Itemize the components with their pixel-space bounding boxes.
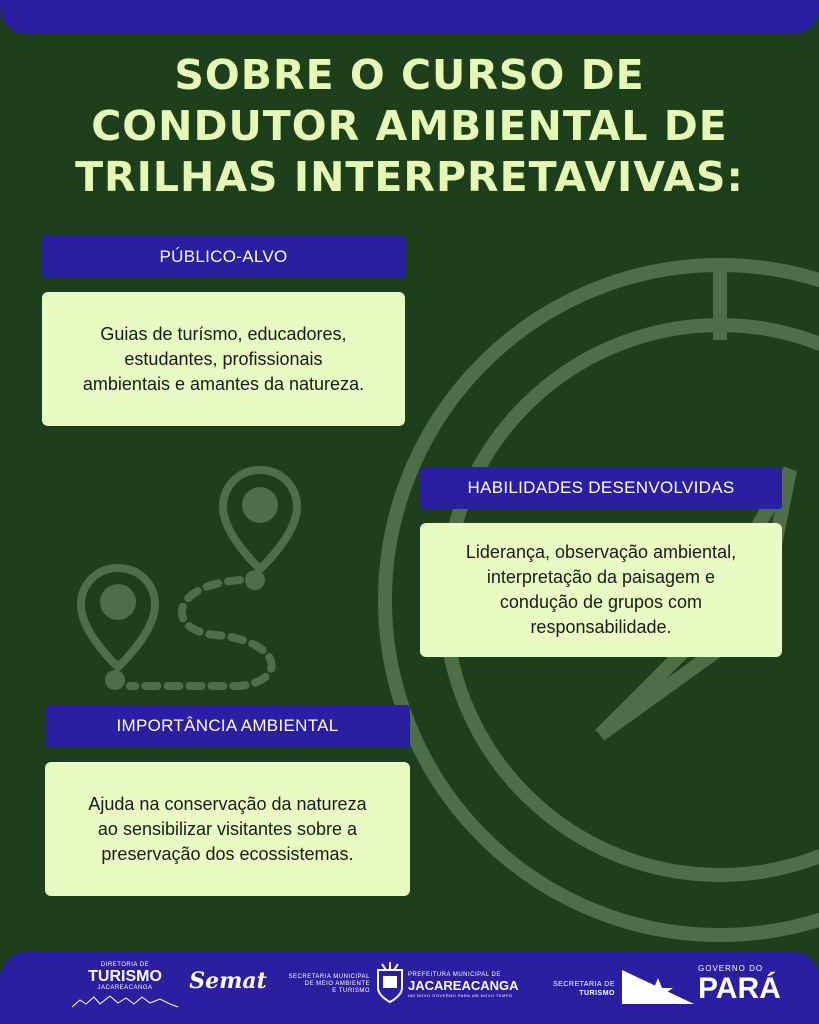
map-pin-icon [223,470,297,569]
logo-text: GOVERNO DO [698,964,764,973]
box-line: interpretação da paisagem e [486,567,716,587]
publico-alvo-box [42,292,405,426]
para-star-flag-icon [622,970,694,1004]
logo-text: PARÁ [698,972,781,1005]
logo-text: UM NOVO GOVERNO PARA UM NOVO TEMPO [408,993,513,998]
logo-text: E TURISMO [332,988,370,994]
box-line: Ajuda na conservação da natureza [88,793,367,814]
semat-logo [188,968,268,994]
trail-path [130,580,272,686]
town-icon [70,992,180,1008]
logo-text: SECRETARIA MUNICIPAL [288,974,370,980]
importancia-label: IMPORTÂNCIA AMBIENTAL [45,705,410,747]
box-line: estudantes, profissionais [124,348,323,369]
page-title [30,50,789,203]
habilidades-label: HABILIDADES DESENVOLVIDAS [420,467,782,509]
turismo-logo [70,962,180,1013]
logo-text: Semat [189,968,267,994]
coat-of-arms-icon [375,962,405,1004]
top-bar [0,0,819,34]
title-line: TRILHAS INTERPRETAVIVAS: [75,153,744,201]
map-pin-icon [81,568,155,667]
title-line: CONDUTOR AMBIENTAL DE [91,102,728,150]
secretaria-meio-ambiente-logo [276,974,370,995]
prefeitura-logo [408,972,540,999]
box-line: Liderança, observação ambiental, [465,542,737,562]
logo-text: TURISMO [88,968,162,985]
box-line: condução de grupos com [499,592,703,612]
box-line: preservação dos ecossistemas. [101,843,354,864]
logo-text: TURISMO [579,990,615,997]
title-line: SOBRE O CURSO DE [174,51,645,99]
box-line: ambientais e amantes da natureza. [82,373,365,394]
publico-alvo-label: PÚBLICO-ALVO [42,236,405,278]
habilidades-box [420,523,782,657]
secretaria-turismo-logo [545,980,615,998]
logo-text: JACAREACANGA [408,978,519,993]
logo-text: DIRETORIA DE [100,962,150,968]
logo-text: PREFEITURA MUNICIPAL DE [408,972,501,978]
governo-para-logo [698,964,788,1004]
logo-text: DE MEIO AMBIENTE [304,981,370,987]
logo-text: SECRETARIA DE [553,981,615,988]
box-line: ao sensibilizar visitantes sobre a [97,818,358,839]
importancia-box [45,762,410,896]
box-line: responsabilidade. [530,617,672,637]
logo-text: JACAREACANGA [97,985,153,991]
footer [0,952,819,1024]
box-line: Guias de turísmo, educadores, [100,323,347,344]
